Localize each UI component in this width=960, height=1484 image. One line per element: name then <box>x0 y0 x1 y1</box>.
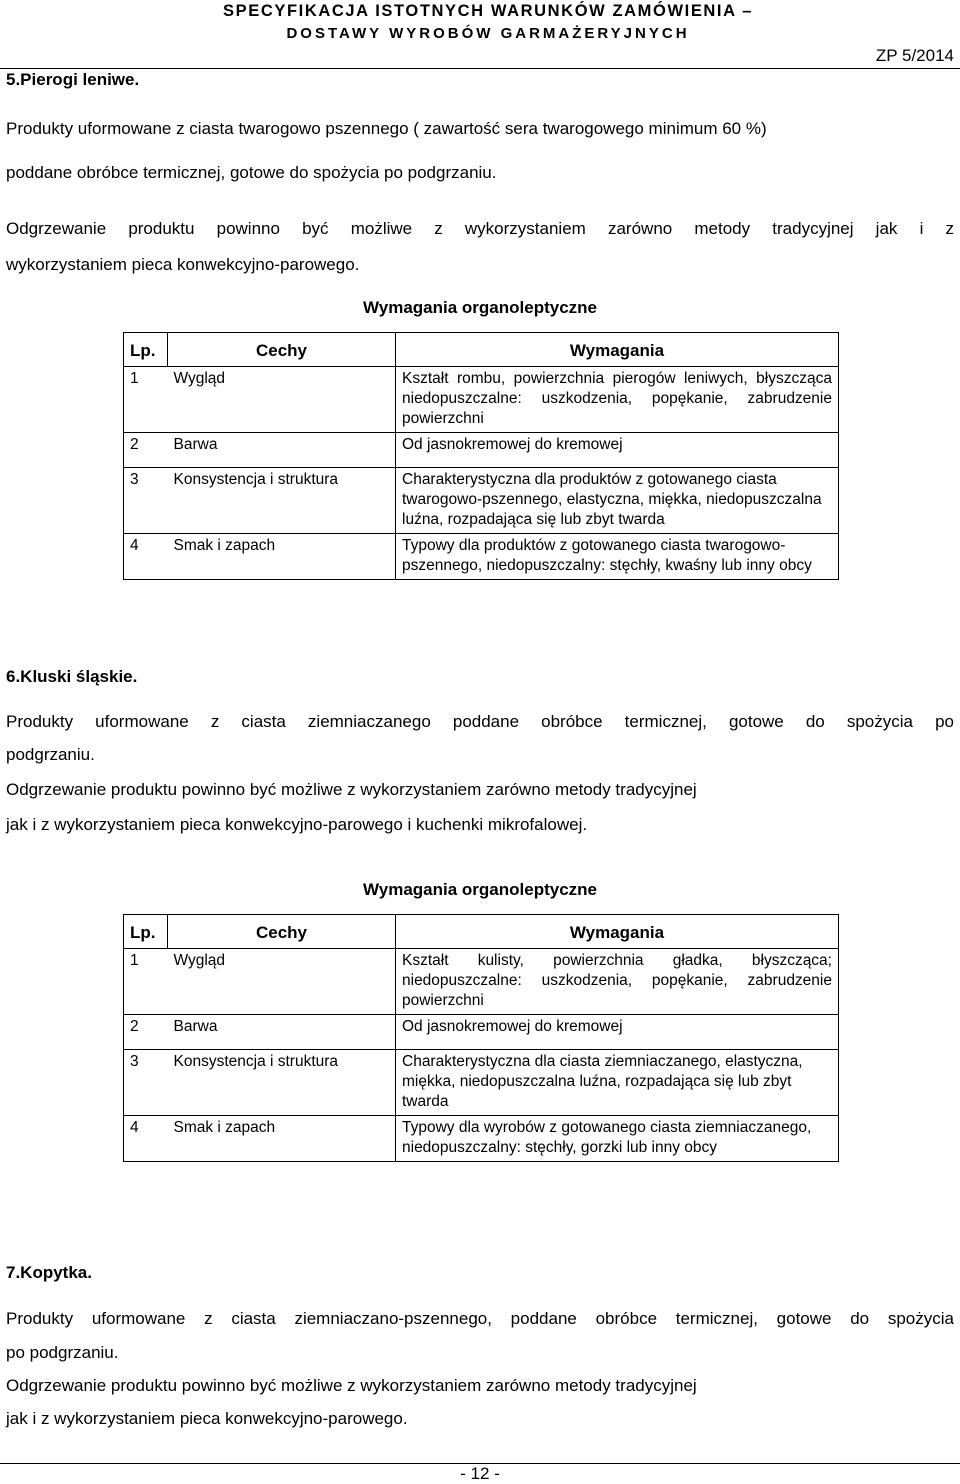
row-number: 3 <box>124 1050 168 1116</box>
section-title-pierogi: 5.Pierogi leniwe. <box>6 70 140 89</box>
organoleptic-table-kluski <box>123 914 839 1162</box>
row-number: 4 <box>124 1116 168 1162</box>
table-row <box>124 1050 839 1116</box>
paragraph-line: Odgrzewanie produktu powinno być możliwe z wykorzystaniem zarówno metody tradycyjnej jak i z <box>6 219 954 238</box>
row-requirement: Od jasnokremowej do kremowej <box>396 1015 839 1050</box>
row-number: 4 <box>124 534 168 580</box>
document-header-title-line2: DOSTAWY WYROBÓW GARMAŻERYJNYCH <box>286 25 690 42</box>
row-number: 2 <box>124 1015 168 1050</box>
paragraph-line: poddane obróbce termicznej, gotowe do spożycia po podgrzaniu. <box>6 163 497 182</box>
paragraph-line: Odgrzewanie produktu powinno być możliwe z wykorzystaniem zarówno metody tradycyjnej <box>6 780 697 799</box>
column-header-cechy: Cechy <box>168 333 396 367</box>
row-requirement: Charakterystyczna dla ciasta ziemniaczanego, elastyczna, miękka, niedopuszczalna luźna, rozpadająca się lub zbyt twarda <box>396 1050 839 1116</box>
row-feature: Wygląd <box>168 367 396 433</box>
table-caption: Wymagania organoleptyczne <box>363 880 597 899</box>
row-number: 1 <box>124 367 168 433</box>
row-requirement: Kształt kulisty, powierzchnia gładka, błyszcząca; niedopuszczalne: uszkodzenia, popękanie, zabrudzenie powierzchni <box>396 949 839 1015</box>
column-header-wymagania: Wymagania <box>396 915 839 949</box>
header-divider <box>0 68 960 69</box>
document-header-title-line1: SPECYFIKACJA ISTOTNYCH WARUNKÓW ZAMÓWIENIA – <box>223 2 753 20</box>
paragraph-line: Produkty uformowane z ciasta ziemniaczanego poddane obróbce termicznej, gotowe do spożycia po <box>6 712 954 731</box>
table-row <box>124 949 839 1015</box>
column-header-cechy: Cechy <box>168 915 396 949</box>
paragraph-line: podgrzaniu. <box>6 745 95 764</box>
row-feature: Barwa <box>168 433 396 468</box>
table-caption: Wymagania organoleptyczne <box>363 298 597 317</box>
table-row <box>124 367 839 433</box>
table-row <box>124 1116 839 1162</box>
row-requirement: Charakterystyczna dla produktów z gotowanego ciasta twarogowo-pszennego, elastyczna, miękka, niedopuszczalna luźna, rozpadająca się lub zbyt twarda <box>396 468 839 534</box>
column-header-lp: Lp. <box>124 333 168 367</box>
column-header-lp: Lp. <box>124 915 168 949</box>
row-number: 3 <box>124 468 168 534</box>
document-code: ZP 5/2014 <box>875 46 954 65</box>
table-row <box>124 1015 839 1050</box>
row-feature: Smak i zapach <box>168 1116 396 1162</box>
row-feature: Konsystencja i struktura <box>168 1050 396 1116</box>
row-requirement: Od jasnokremowej do kremowej <box>396 433 839 468</box>
paragraph-line: Produkty uformowane z ciasta twarogowo pszennego ( zawartość sera twarogowego minimum 60 %) <box>6 119 767 138</box>
row-feature: Wygląd <box>168 949 396 1015</box>
table-header-row <box>124 915 839 949</box>
row-requirement: Typowy dla produktów z gotowanego ciasta twarogowo-pszennego, niedopuszczalny: stęchły, kwaśny lub inny obcy <box>396 534 839 580</box>
table-row <box>124 468 839 534</box>
column-header-wymagania: Wymagania <box>396 333 839 367</box>
section-title-kluski: 6.Kluski śląskie. <box>6 667 138 686</box>
paragraph-line: Produkty uformowane z ciasta ziemniaczano-pszennego, poddane obróbce termicznej, gotowe do spożycia <box>6 1309 954 1328</box>
row-feature: Barwa <box>168 1015 396 1050</box>
table-row <box>124 534 839 580</box>
paragraph-line: wykorzystaniem pieca konwekcyjno-parowego. <box>6 255 360 274</box>
table-row <box>124 433 839 468</box>
page-number: - 12 - <box>460 1464 500 1483</box>
paragraph-line: po podgrzaniu. <box>6 1343 119 1362</box>
row-feature: Smak i zapach <box>168 534 396 580</box>
row-requirement: Kształt rombu, powierzchnia pierogów leniwych, błyszcząca niedopuszczalne: uszkodzenia, popękanie, zabrudzenie powierzchni <box>396 367 839 433</box>
section-title-kopytka: 7.Kopytka. <box>6 1263 92 1282</box>
table-header-row <box>124 333 839 367</box>
organoleptic-table-pierogi <box>123 332 839 580</box>
paragraph-line: jak i z wykorzystaniem pieca konwekcyjno-parowego. <box>6 1409 408 1428</box>
row-feature: Konsystencja i struktura <box>168 468 396 534</box>
paragraph-line: jak i z wykorzystaniem pieca konwekcyjno-parowego i kuchenki mikrofalowej. <box>6 815 588 834</box>
row-requirement: Typowy dla wyrobów z gotowanego ciasta ziemniaczanego, niedopuszczalny: stęchły, gorzki lub inny obcy <box>396 1116 839 1162</box>
row-number: 1 <box>124 949 168 1015</box>
row-number: 2 <box>124 433 168 468</box>
paragraph-line: Odgrzewanie produktu powinno być możliwe z wykorzystaniem zarówno metody tradycyjnej <box>6 1376 697 1395</box>
